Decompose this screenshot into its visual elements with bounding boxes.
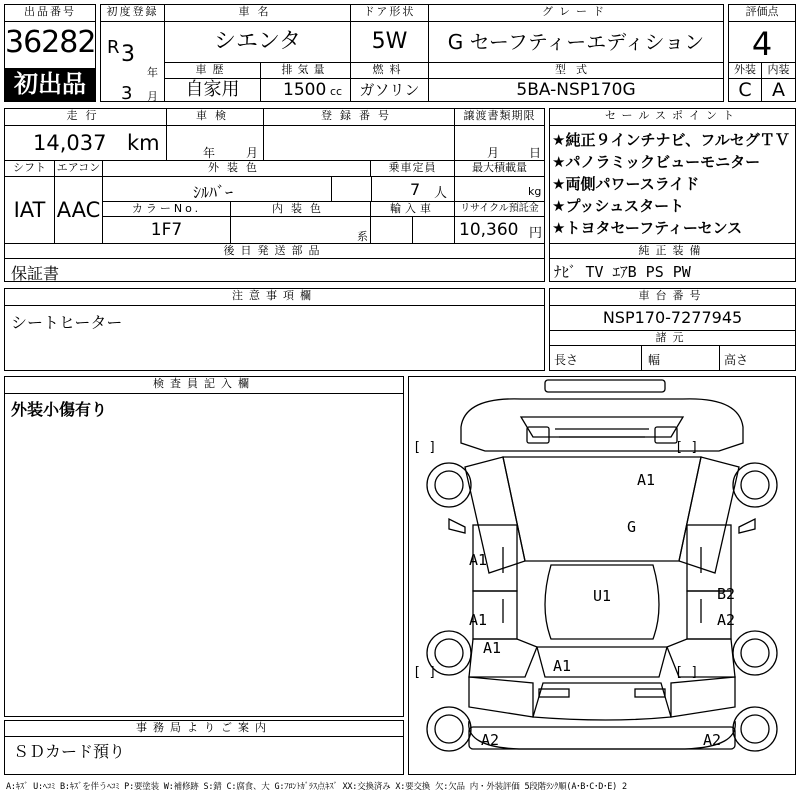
sales-point-1: ★純正９インチナビ、フルセグＴＶ xyxy=(552,131,790,149)
score-value: 4 xyxy=(751,25,773,63)
damage-right-rear-panel: A2 xyxy=(717,611,736,629)
damage-tailgate: A1 xyxy=(553,657,572,675)
front-left-bracket: [ ] xyxy=(413,440,437,455)
length-label: 長さ xyxy=(554,353,579,367)
model-value: 5BA-NSP170G xyxy=(516,80,636,100)
reg-number-label: 登録番号 xyxy=(264,109,455,126)
vehicle-header-box xyxy=(100,4,724,102)
damage-roof: U1 xyxy=(593,587,612,605)
ext-value: C xyxy=(729,79,762,101)
import-label: 輸入車 xyxy=(371,201,455,217)
legend-text: A:ｷｽﾞ U:ﾍｺﾐ B:ｷｽﾞを伴うﾍｺﾐ P:要塗装 W:補修跡 S:錆 C:腐食、大 G:ﾌﾛﾝﾄｶﾞﾗｽ点ｷｽﾞ XX:交換済み X:要交換 欠:欠品 内・外装評価 5段階ﾗﾝｸ順(A･B･C･D･E) 2 xyxy=(6,782,627,792)
exterior-color-label: 外装色 xyxy=(103,160,371,177)
transfer-cell xyxy=(455,126,544,160)
import-cell-a xyxy=(371,217,413,243)
fuel-value: ガソリン xyxy=(351,79,429,101)
sales-point-4: ★プッシュスタート xyxy=(552,197,685,215)
notes-value: シートヒーター xyxy=(11,313,123,332)
later-parts-value: 保証書 xyxy=(11,264,60,283)
shift-label: シフト xyxy=(5,160,55,177)
reg-year: 3 xyxy=(121,42,135,67)
door-label: ドア形状 xyxy=(351,5,429,22)
later-parts-label: 後日発送部品 xyxy=(5,243,544,259)
ac-value: AAC xyxy=(55,177,103,243)
chassis-value: NSP170-7277945 xyxy=(602,308,743,327)
length-cell xyxy=(550,346,642,370)
inspection-cell xyxy=(167,126,264,160)
load-label: 最大積載量 xyxy=(455,160,544,177)
inspection-year-unit: 年 xyxy=(203,146,216,160)
car-name: シエンタ xyxy=(165,22,351,62)
score-label: 評価点 xyxy=(729,5,795,22)
int-value: A xyxy=(772,79,785,101)
displacement-unit: cc xyxy=(330,85,343,98)
lot-number: 36282 xyxy=(5,25,96,60)
damage-windshield: G xyxy=(627,518,637,536)
recycle-cell xyxy=(455,217,544,243)
damage-rear-bumper-left: A2 xyxy=(481,731,500,749)
capacity-value: 7 xyxy=(410,180,421,199)
damage-hood: A1 xyxy=(637,471,656,489)
color-no-value: 1F7 xyxy=(103,217,231,243)
displacement-label: 排気量 xyxy=(261,62,351,79)
mileage-label: 走行 xyxy=(5,109,167,126)
chassis-box xyxy=(549,288,796,371)
interior-color-cell xyxy=(231,217,371,243)
sales-point-3: ★両側パワースライド xyxy=(552,175,700,193)
front-right-bracket: [ ] xyxy=(675,440,699,455)
load-cell xyxy=(455,177,544,201)
reg-month-unit: 月 xyxy=(147,90,158,103)
displacement-cell xyxy=(261,79,351,101)
capacity-cell xyxy=(371,177,455,201)
car-name-label: 車名 xyxy=(165,5,351,22)
interior-color-label: 内装色 xyxy=(231,201,371,217)
damage-left-rear-door: A1 xyxy=(469,611,488,629)
era: R xyxy=(107,37,120,58)
recycle-unit: 円 xyxy=(529,226,543,241)
equipment-label: 純正装備 xyxy=(550,243,795,259)
height-cell xyxy=(720,346,795,370)
transfer-day: 日 xyxy=(529,146,542,160)
int-label: 内装 xyxy=(762,62,795,79)
transfer-month: 月 xyxy=(487,146,500,160)
fuel-label: 燃料 xyxy=(351,62,429,79)
reg-year-unit: 年 xyxy=(147,66,158,79)
first-reg-label: 初度登録 xyxy=(101,5,165,22)
sales-points-box xyxy=(549,108,796,282)
mileage-unit: km xyxy=(127,131,160,155)
shift-value: IAT xyxy=(5,177,55,243)
notes-box xyxy=(4,288,545,371)
width-cell xyxy=(642,346,720,370)
inspection-month-unit: 月 xyxy=(246,146,259,160)
rear-right-bracket: [ ] xyxy=(675,665,699,680)
score-box xyxy=(728,4,796,102)
damage-rear-bumper-right: A2 xyxy=(703,731,722,749)
office-box xyxy=(4,720,404,775)
first-listing-badge: 初出品 xyxy=(5,68,95,101)
recycle-label: リサイクル預託金 xyxy=(455,201,544,217)
history-label: 車歴 xyxy=(165,62,261,79)
notes-label: 注意事項欄 xyxy=(5,289,544,306)
interior-color-unit: 系 xyxy=(357,230,368,243)
height-label: 高さ xyxy=(724,353,749,367)
recycle-value: 10,360 xyxy=(459,220,519,240)
first-reg-cell xyxy=(101,22,165,104)
office-label: 事務局よりご案内 xyxy=(5,721,403,737)
car-outline-diagram xyxy=(409,377,795,774)
ac-label: エアコン xyxy=(55,160,103,177)
office-value: ＳＤカード預り xyxy=(13,742,126,761)
details-box xyxy=(4,108,545,282)
load-unit: kg xyxy=(528,185,542,198)
damage-left-quarter: A1 xyxy=(483,639,502,657)
reg-number-value xyxy=(264,126,455,160)
color-no-label: カラーNo. xyxy=(103,201,231,217)
lot-number-box xyxy=(4,4,96,102)
history-value: 自家用 xyxy=(165,79,261,101)
exterior-color-value: ｼﾙﾊﾞｰ xyxy=(193,183,234,202)
chassis-label: 車台番号 xyxy=(550,289,795,306)
import-cell-b xyxy=(413,217,455,243)
door-value: 5W xyxy=(351,22,429,62)
inspector-label: 検査員記入欄 xyxy=(5,377,403,394)
equipment-value: ﾅﾋﾞ TV ｴｱB PS PW xyxy=(554,263,691,281)
sales-points-label: セールスポイント xyxy=(550,109,795,126)
inspection-label: 車検 xyxy=(167,109,264,126)
sales-point-5: ★トヨタセーフティーセンス xyxy=(552,219,743,237)
exterior-color-blank xyxy=(331,177,371,201)
damage-left-front-door: A1 xyxy=(469,551,488,569)
dims-label: 諸元 xyxy=(550,330,795,346)
inspector-box xyxy=(4,376,404,717)
rear-left-bracket: [ ] xyxy=(413,665,437,680)
capacity-label: 乗車定員 xyxy=(371,160,455,177)
mileage-value: 14,037 xyxy=(33,131,107,155)
reg-month: 3 xyxy=(121,83,133,104)
width-label: 幅 xyxy=(648,353,661,367)
sales-point-2: ★パノラミックビューモニター xyxy=(552,153,761,171)
model-label: 型式 xyxy=(429,62,723,79)
grade-value: G セーフティーエディション xyxy=(447,30,705,54)
mileage-cell xyxy=(5,126,167,160)
inspector-value: 外装小傷有り xyxy=(11,400,108,419)
damage-diagram-box xyxy=(408,376,796,775)
displacement-value: 1500 xyxy=(283,80,327,100)
transfer-label: 譲渡書類期限 xyxy=(455,109,544,126)
capacity-unit: 人 xyxy=(434,186,448,201)
lot-number-label: 出品番号 xyxy=(5,5,95,22)
grade-label: グレード xyxy=(429,5,723,22)
damage-right-rear-door: B2 xyxy=(717,585,736,603)
ext-label: 外装 xyxy=(729,62,762,79)
